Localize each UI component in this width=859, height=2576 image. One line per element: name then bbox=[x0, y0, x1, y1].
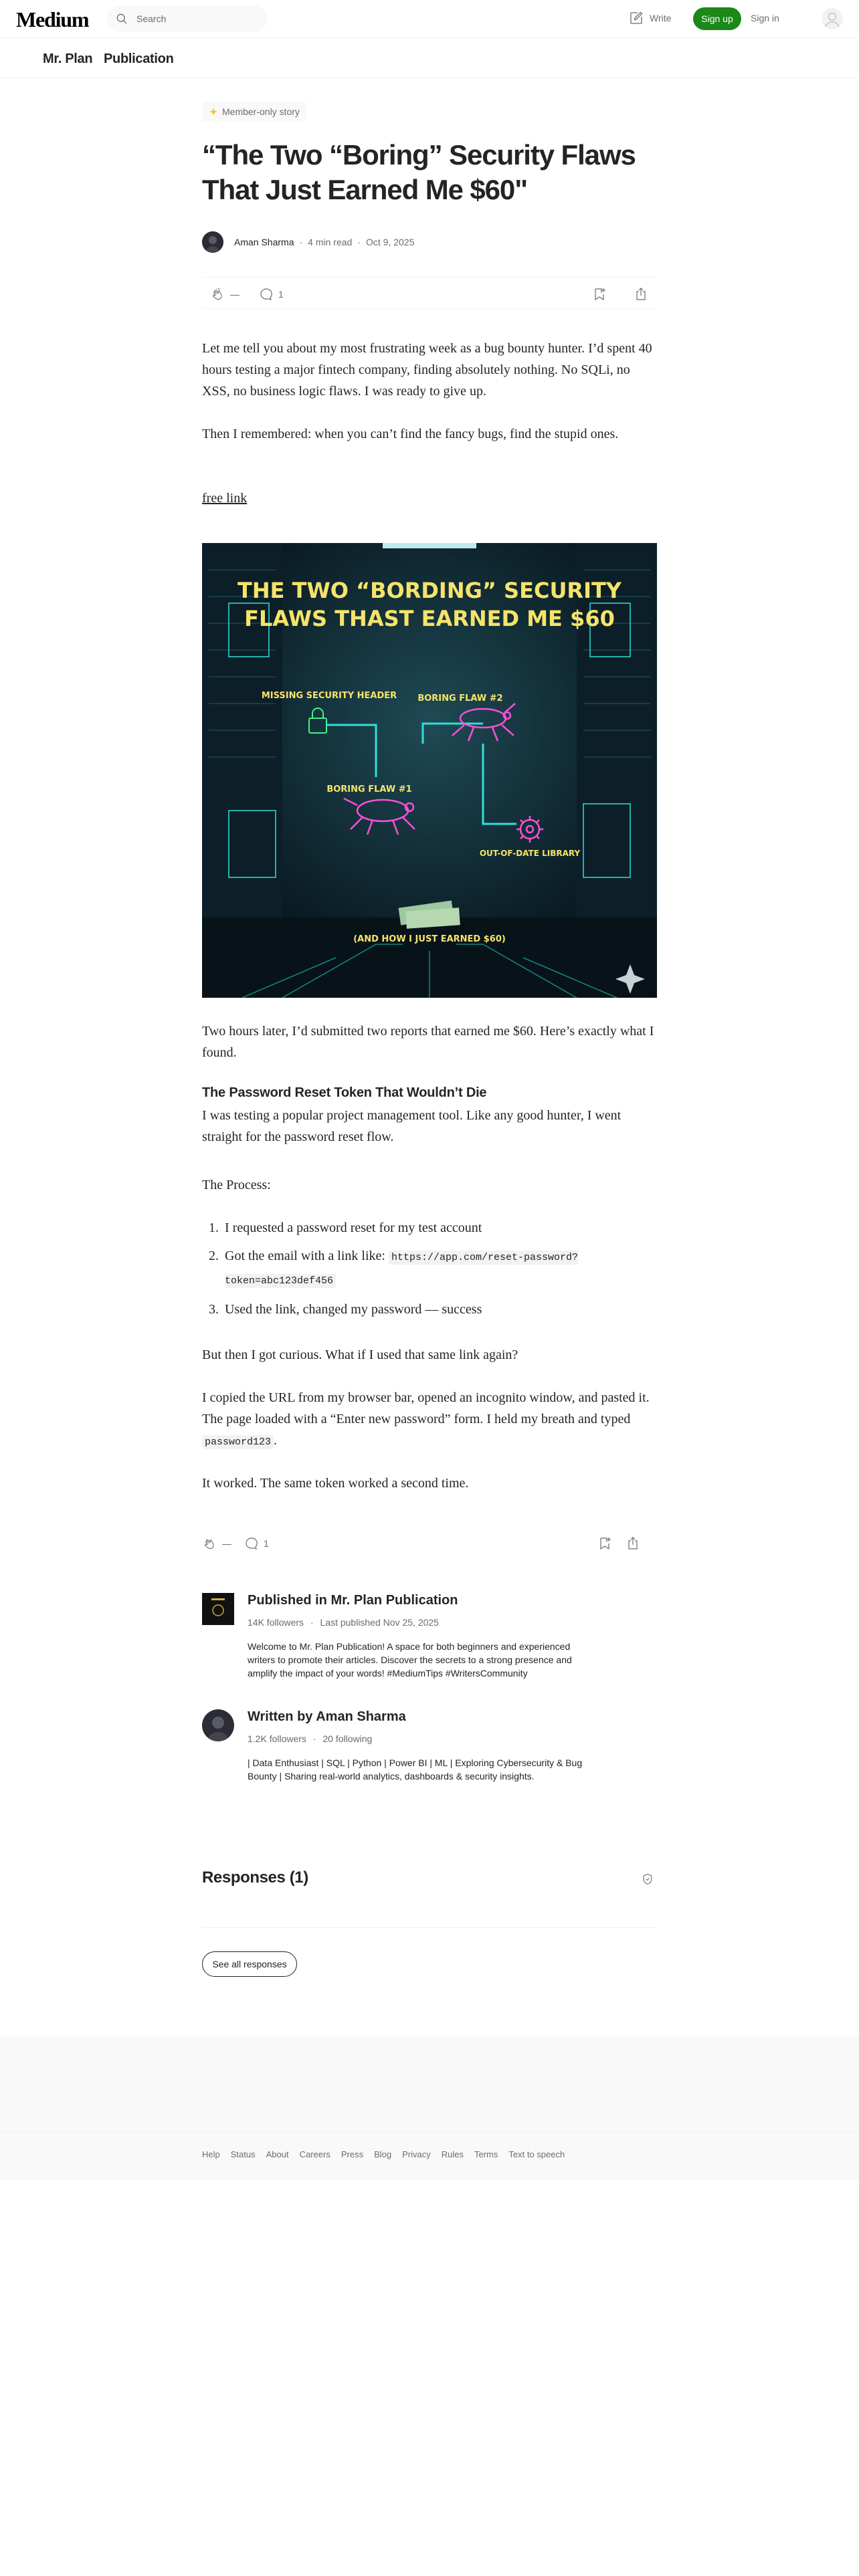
process-step: 2. Got the email with a link like: https://app.com/reset-password?token=abc123def456 bbox=[222, 1245, 657, 1292]
responses-button[interactable] bbox=[244, 1535, 269, 1551]
footer-links bbox=[202, 2149, 565, 2159]
process-step: 3. Used the link, changed my password — success bbox=[222, 1299, 657, 1320]
footer-link-press[interactable]: Press bbox=[341, 2149, 364, 2159]
bookmark-add-icon bbox=[591, 286, 607, 302]
footer-link-privacy[interactable]: Privacy bbox=[402, 2149, 431, 2159]
footer-link-careers[interactable]: Careers bbox=[299, 2149, 330, 2159]
publication-section-link[interactable]: Publication bbox=[104, 51, 174, 66]
article-action-bar-bottom bbox=[202, 1527, 657, 1559]
member-only-label: Member-only story bbox=[222, 106, 300, 117]
author-avatar[interactable] bbox=[202, 231, 223, 253]
intro-paragraph-1: Let me tell you about my most frustrating week as a bug bounty hunter. I’d spent 40 hours testing a major fintech company, finding absolutely nothing. No SQLi, no XSS, no business logic flaws. I was ready to give up. bbox=[202, 341, 652, 399]
comment-icon bbox=[244, 1535, 260, 1551]
comment-icon bbox=[258, 286, 274, 302]
author-card-title[interactable]: Written by Aman Sharma bbox=[248, 1709, 406, 1724]
write-button[interactable] bbox=[628, 10, 671, 26]
footer-link-rules[interactable]: Rules bbox=[441, 2149, 464, 2159]
author-name-link[interactable]: Aman Sharma bbox=[234, 237, 294, 247]
write-label: Write bbox=[650, 13, 672, 23]
author-card-avatar[interactable] bbox=[202, 1709, 234, 1741]
separator-dot: · bbox=[299, 237, 303, 247]
footer-link-terms[interactable]: Terms bbox=[474, 2149, 498, 2159]
footer-link-blog[interactable]: Blog bbox=[374, 2149, 392, 2159]
responses-count: 1 bbox=[264, 1538, 269, 1549]
responses-count: 1 bbox=[278, 289, 284, 300]
top-navbar bbox=[0, 0, 859, 38]
share-icon bbox=[633, 286, 649, 302]
sign-in-link[interactable]: Sign in bbox=[751, 13, 779, 23]
clap-count: — bbox=[230, 289, 240, 300]
section-heading: The Password Reset Token That Wouldn’t Die bbox=[202, 1085, 487, 1100]
author-following[interactable]: 20 following bbox=[322, 1733, 373, 1744]
separator-dot: · bbox=[357, 237, 361, 247]
publication-title-link[interactable]: Published in Mr. Plan Publication bbox=[248, 1593, 458, 1608]
author-card bbox=[202, 1709, 657, 1790]
user-icon bbox=[822, 8, 843, 29]
hero-label-library: OUT-OF-DATE LIBRARY bbox=[479, 849, 581, 858]
after-image-paragraph: Two hours later, I’d submitted two reports that earned me $60. Here’s exactly what I found. bbox=[202, 1024, 654, 1060]
write-icon bbox=[628, 10, 644, 26]
share-button[interactable] bbox=[625, 1535, 641, 1551]
publication-card bbox=[202, 1593, 657, 1687]
read-time: 4 min read bbox=[308, 237, 353, 247]
process-steps-list bbox=[202, 1217, 657, 1327]
author-bio: | Data Enthusiast | SQL | Python | Power BI | ML | Exploring Cybersecurity & Bug Bounty | Sharing real-world analytics, dashboards & security insights. bbox=[248, 1757, 583, 1782]
publication-meta bbox=[248, 1617, 439, 1628]
publication-logo[interactable] bbox=[202, 1593, 234, 1625]
publication-last-published: Last published Nov 25, 2025 bbox=[320, 1617, 439, 1628]
user-avatar[interactable] bbox=[822, 8, 843, 29]
article-title: “The Two “Boring” Security Flaws That Just Earned Me $60" bbox=[202, 139, 636, 205]
author-avatar-image bbox=[202, 231, 223, 253]
free-link[interactable]: free link bbox=[202, 491, 248, 506]
bookmark-button[interactable] bbox=[597, 1535, 613, 1551]
medium-logo[interactable]: Medium bbox=[16, 7, 89, 31]
hero-label-flaw1: BORING FLAW #1 bbox=[326, 784, 412, 794]
hero-title-line-1: THE TWO “BORDING” SECURITY bbox=[237, 578, 622, 603]
clap-count: — bbox=[222, 1538, 231, 1549]
section-intro-paragraph: I was testing a popular project management tool. Like any good hunter, I went straight for the password reset flow. bbox=[202, 1108, 622, 1144]
publication-description: Welcome to Mr. Plan Publication! A space for both beginners and experienced writers to promote their articles. Discover the secrets to a strong presence and amplify the impact of your words! #MediumTips #WritersCommunity bbox=[248, 1641, 572, 1679]
hero-label-bottom: (AND HOW I JUST EARNED $60) bbox=[353, 934, 506, 944]
search-input[interactable] bbox=[136, 11, 257, 26]
see-all-responses-button[interactable]: See all responses bbox=[202, 1951, 297, 1977]
publication-followers: 14K followers bbox=[248, 1617, 304, 1628]
responses-divider bbox=[202, 1927, 657, 1928]
share-icon bbox=[625, 1535, 641, 1551]
bookmark-button[interactable] bbox=[591, 286, 607, 302]
hero-label-flaw2: BORING FLAW #2 bbox=[417, 693, 503, 704]
shield-icon bbox=[641, 1872, 654, 1886]
search-icon bbox=[115, 12, 128, 25]
publication-navbar bbox=[0, 38, 859, 78]
copied-url-paragraph: I copied the URL from my browser bar, opened an incognito window, and pasted it. The page loaded with a “Enter new password” form. I held my breath and typed password123 . bbox=[202, 1390, 650, 1448]
star-icon bbox=[209, 107, 218, 116]
clap-icon bbox=[210, 286, 226, 302]
clap-button[interactable] bbox=[210, 286, 240, 302]
reset-link-code: https://app.com/reset-password?token=abc123def456 bbox=[225, 1252, 578, 1287]
footer-divider bbox=[0, 2132, 859, 2133]
hero-illustration bbox=[202, 543, 657, 998]
curious-paragraph: But then I got curious. What if I used that same link again? bbox=[202, 1348, 518, 1362]
publish-date: Oct 9, 2025 bbox=[365, 237, 415, 247]
clap-icon bbox=[202, 1535, 218, 1551]
hero-label-header: MISSING SECURITY HEADER bbox=[261, 691, 397, 701]
publication-name-link[interactable]: Mr. Plan bbox=[43, 51, 93, 66]
password-code: password123 bbox=[202, 1435, 274, 1449]
member-only-badge bbox=[202, 102, 306, 122]
share-button[interactable] bbox=[633, 286, 649, 302]
hero-title-line-2: FLAWS THAST EARNED ME $60 bbox=[244, 606, 615, 631]
process-step: 1. I requested a password reset for my test account bbox=[222, 1217, 657, 1239]
responses-button[interactable] bbox=[258, 286, 284, 302]
separator-dot: · bbox=[310, 1617, 314, 1628]
author-followers[interactable]: 1.2K followers bbox=[248, 1733, 306, 1744]
byline bbox=[202, 229, 657, 255]
author-avatar-image bbox=[202, 1709, 234, 1741]
separator-dot: · bbox=[312, 1733, 316, 1744]
worked-paragraph: It worked. The same token worked a second time. bbox=[202, 1476, 469, 1491]
process-label: The Process: bbox=[202, 1178, 271, 1192]
clap-button[interactable] bbox=[202, 1535, 231, 1551]
footer-link-text-to-speech[interactable]: Text to speech bbox=[508, 2149, 565, 2159]
author-meta bbox=[248, 1733, 372, 1744]
search-box[interactable] bbox=[107, 5, 268, 32]
bookmark-add-icon bbox=[597, 1535, 613, 1551]
sign-up-button[interactable]: Sign up bbox=[693, 7, 741, 30]
hero-image bbox=[202, 543, 657, 998]
publication-logo-image bbox=[202, 1593, 234, 1625]
responses-settings-button[interactable] bbox=[641, 1872, 654, 1889]
footer-link-help[interactable]: Help bbox=[202, 2149, 220, 2159]
article-action-bar-top bbox=[202, 277, 657, 309]
intro-paragraph-2: Then I remembered: when you can’t find the fancy bugs, find the stupid ones. bbox=[202, 427, 619, 441]
footer-link-about[interactable]: About bbox=[266, 2149, 289, 2159]
footer-link-status[interactable]: Status bbox=[230, 2149, 256, 2159]
responses-heading: Responses (1) bbox=[202, 1868, 308, 1887]
